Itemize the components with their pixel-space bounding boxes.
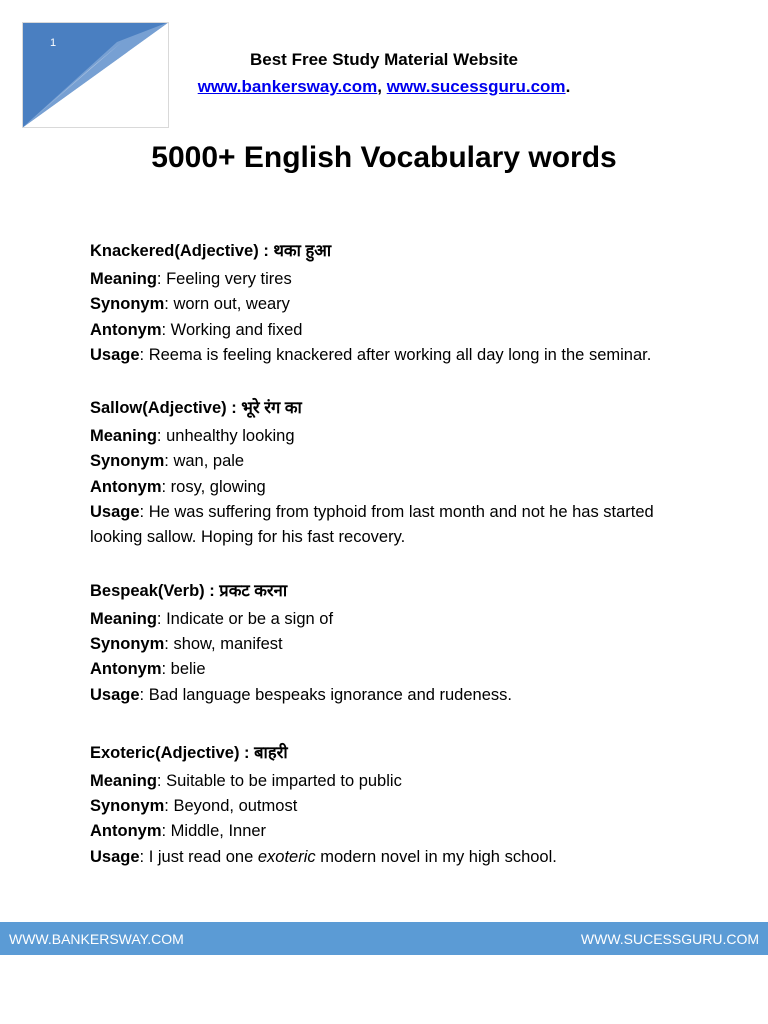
footer-left-url[interactable]: WWW.BANKERSWAY.COM bbox=[9, 930, 184, 947]
usage-text: : Bad language bespeaks ignorance and rudeness. bbox=[139, 685, 512, 704]
synonym-text: : Beyond, outmost bbox=[164, 797, 298, 816]
page-number: 1 bbox=[50, 37, 57, 49]
usage-text: : He was suffering from typhoid from last month and not he has started looking sallow. Hoping for his fast recovery. bbox=[90, 503, 654, 547]
antonym-text: : Working and fixed bbox=[161, 320, 303, 339]
footer-bar bbox=[0, 922, 768, 955]
meaning-text: : Indicate or be a sign of bbox=[156, 609, 334, 628]
entry-headword: Knackered(Adjective) : थका हुआ bbox=[90, 242, 332, 260]
antonym-text: : belie bbox=[161, 660, 206, 679]
usage-label: Usage bbox=[90, 685, 140, 704]
usage-line bbox=[90, 500, 690, 551]
bankersway-link[interactable]: www.bankersway.com bbox=[197, 77, 378, 96]
synonym-line bbox=[90, 632, 690, 657]
vocab-entry bbox=[90, 238, 690, 368]
antonym-label: Antonym bbox=[90, 660, 162, 679]
usage-text-post: modern novel in my high school. bbox=[315, 847, 557, 866]
vocabulary-list bbox=[90, 238, 690, 897]
synonym-label: Synonym bbox=[90, 452, 165, 471]
site-title: Best Free Study Material Website bbox=[250, 50, 518, 69]
vocab-entry bbox=[90, 395, 690, 550]
usage-label: Usage bbox=[90, 345, 140, 364]
antonym-label: Antonym bbox=[90, 822, 162, 841]
usage-label: Usage bbox=[90, 847, 140, 866]
usage-emphasis: exoteric bbox=[257, 847, 316, 866]
meaning-text: : Feeling very tires bbox=[156, 270, 292, 288]
synonym-line bbox=[90, 292, 690, 317]
synonym-text: : wan, pale bbox=[164, 452, 245, 471]
corner-frame bbox=[22, 22, 169, 128]
site-links bbox=[0, 77, 768, 97]
antonym-line bbox=[90, 819, 690, 844]
entry-headword: Exoteric(Adjective) : बाहरी bbox=[90, 743, 288, 762]
meaning-line bbox=[90, 424, 690, 449]
antonym-text: : rosy, glowing bbox=[161, 477, 266, 496]
link-end: . bbox=[565, 77, 571, 96]
meaning-label: Meaning bbox=[90, 270, 157, 288]
usage-line bbox=[90, 343, 690, 368]
synonym-text: : show, manifest bbox=[164, 634, 283, 653]
antonym-line bbox=[90, 657, 690, 682]
synonym-label: Synonym bbox=[90, 295, 165, 314]
synonym-line bbox=[90, 449, 690, 474]
meaning-line bbox=[90, 769, 690, 794]
link-separator: , bbox=[377, 77, 382, 96]
meaning-line bbox=[90, 267, 690, 292]
meaning-text: : Suitable to be imparted to public bbox=[156, 771, 402, 790]
usage-line bbox=[90, 845, 690, 870]
entry-headword: Sallow(Adjective) : भूरे रंग का bbox=[90, 399, 302, 418]
synonym-label: Synonym bbox=[90, 797, 165, 816]
footer-right-url[interactable]: WWW.SUCESSGURU.COM bbox=[580, 930, 759, 947]
page-title: 5000+ English Vocabulary words bbox=[151, 141, 617, 174]
meaning-text: : unhealthy looking bbox=[156, 427, 295, 446]
meaning-label: Meaning bbox=[90, 609, 157, 628]
antonym-label: Antonym bbox=[90, 320, 162, 339]
vocab-entry bbox=[90, 578, 690, 708]
antonym-line bbox=[90, 475, 690, 500]
synonym-text: : worn out, weary bbox=[164, 295, 290, 314]
usage-text: : Reema is feeling knackered after working all day long in the seminar. bbox=[139, 345, 652, 364]
meaning-label: Meaning bbox=[90, 771, 157, 790]
entry-headword: Bespeak(Verb) : प्रकट करना bbox=[90, 581, 288, 600]
antonym-text: : Middle, Inner bbox=[161, 822, 267, 841]
meaning-line bbox=[90, 607, 690, 632]
antonym-label: Antonym bbox=[90, 477, 162, 496]
antonym-line bbox=[90, 318, 690, 343]
usage-label: Usage bbox=[90, 503, 140, 522]
synonym-label: Synonym bbox=[90, 634, 165, 653]
sucessguru-link[interactable]: www.sucessguru.com bbox=[386, 77, 566, 96]
usage-line bbox=[90, 683, 690, 708]
usage-text-pre: : I just read one bbox=[139, 847, 258, 866]
synonym-line bbox=[90, 794, 690, 819]
meaning-label: Meaning bbox=[90, 427, 157, 446]
vocab-entry bbox=[90, 740, 690, 870]
